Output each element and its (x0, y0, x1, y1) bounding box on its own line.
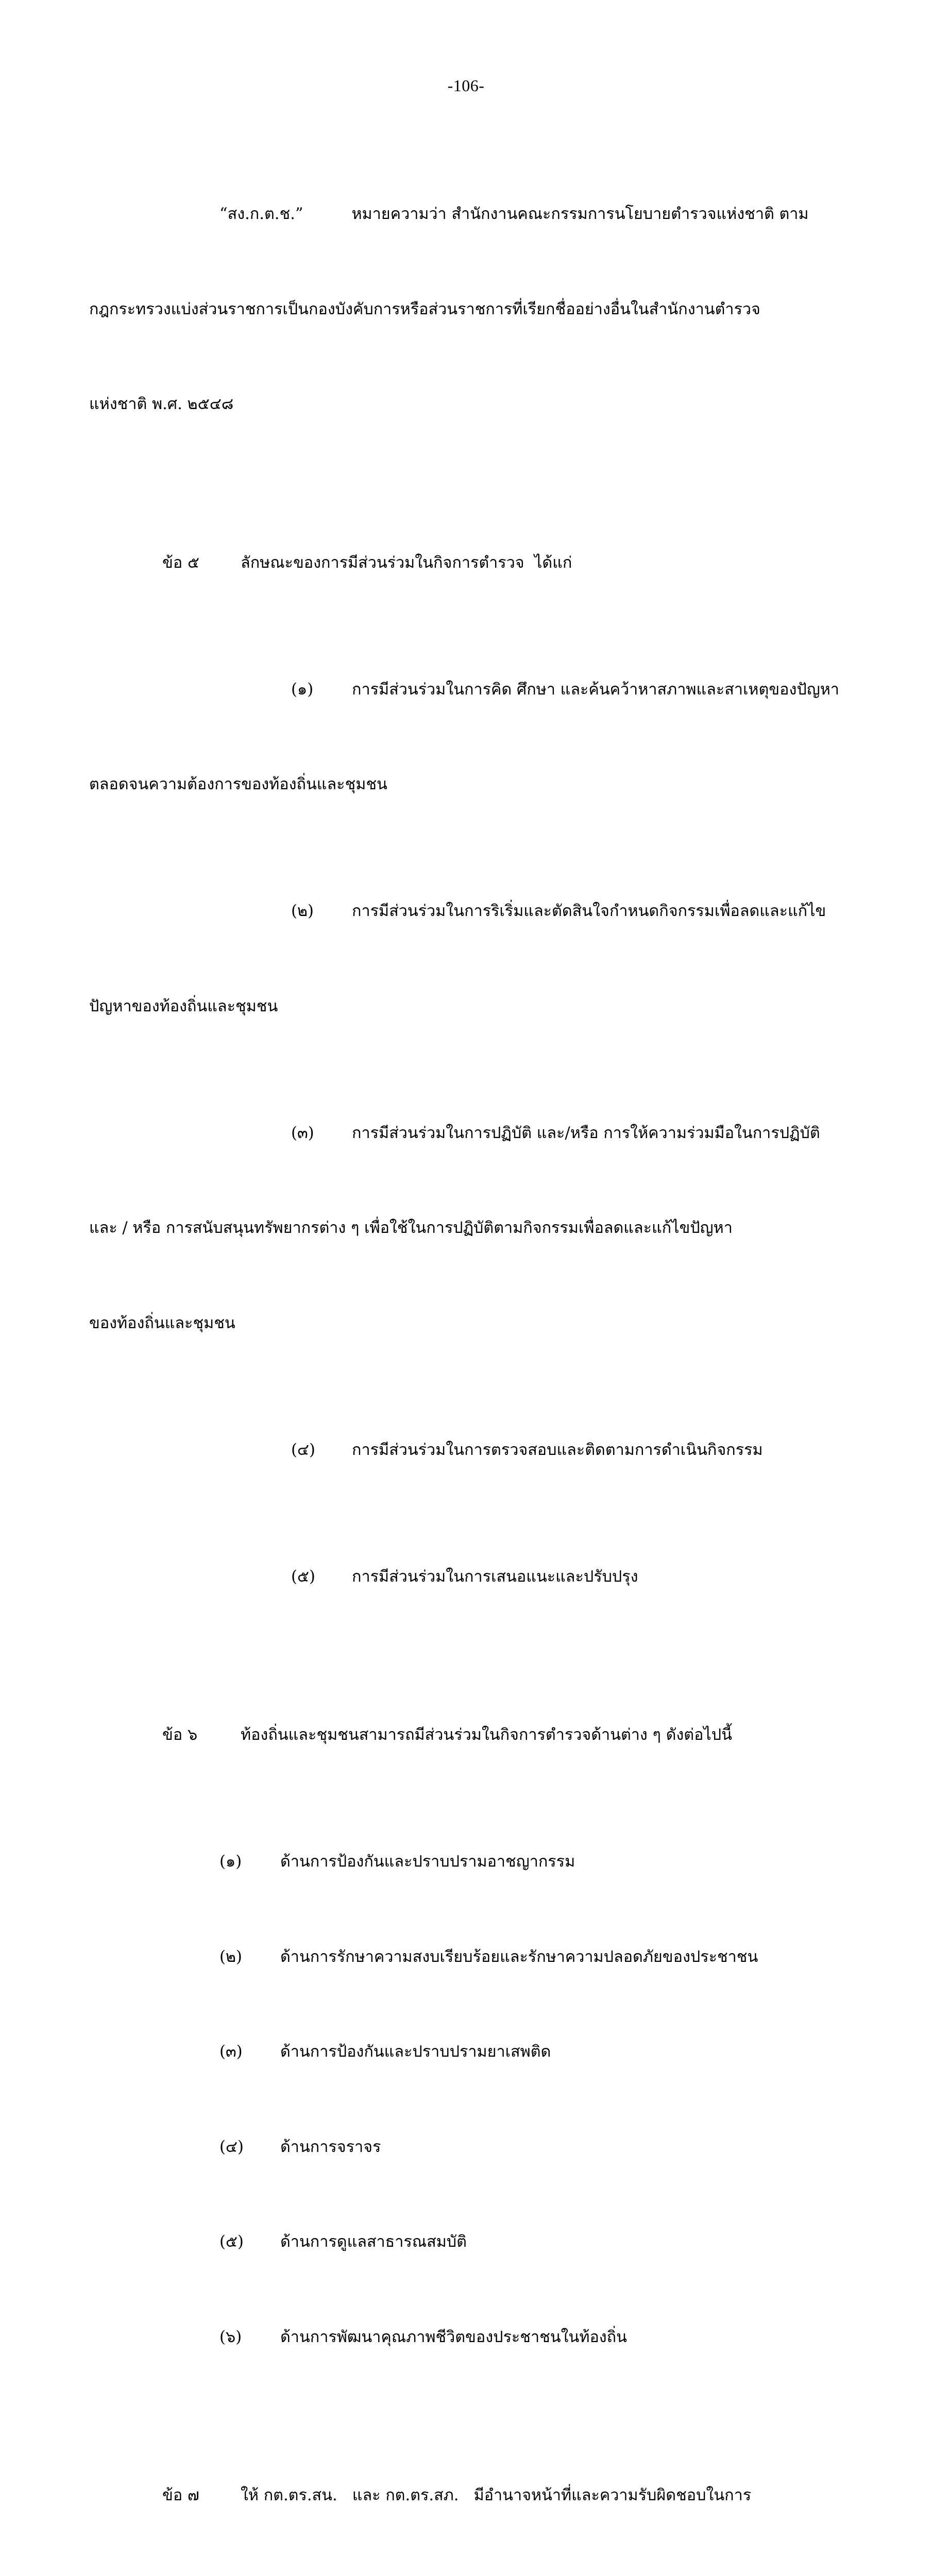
section-6-item-2 (89, 1941, 844, 1973)
section-5-item-3-text-1: การมีส่วนร่วมในการปฏิบัติ และ/หรือ การให้ความร่วมมือในการปฏิบัติ (352, 1124, 820, 1142)
section-6-item-1-text: ด้านการป้องกันและปราบปรามอาชญากรรม (280, 1853, 575, 1871)
section-5-item-5-line-1 (89, 1561, 844, 1593)
section-5-item-1-text-2: ตลอดจนความต้องการของท้องถิ่นและชุมชน (89, 775, 387, 793)
definition-text-1: หมายความว่า สำนักงานคณะกรรมการนโยบายตำรวจแห่งชาติ ตาม (351, 205, 808, 223)
section-6-item-3 (89, 2036, 844, 2068)
section-6-item-4 (89, 2131, 844, 2163)
document-body (89, 135, 844, 2576)
section-7-label: ข้อ ๗ (162, 2480, 218, 2512)
definition-term: “สง.ก.ต.ช.” (219, 205, 303, 223)
section-5-item-2-line-1 (89, 895, 844, 927)
section-5-item-3-number: (๓) (291, 1117, 329, 1149)
section-5-item-1-text-1: การมีส่วนร่วมในการคิด ศึกษา และค้นคว้าหาสภาพและสาเหตุของปัญหา (352, 681, 839, 699)
section-6-item-4-text: ด้านการจราจร (280, 2138, 381, 2156)
section-6-item-5 (89, 2226, 844, 2258)
section-5-heading-text: ลักษณะของการมีส่วนร่วมในกิจการตำรวจ ได้แก่ (241, 554, 572, 572)
section-7 (89, 2416, 844, 2576)
section-6-item-6-text: ด้านการพัฒนาคุณภาพชีวิตของประชาชนในท้องถิ่น (280, 2328, 627, 2346)
section-6-label: ข้อ ๖ (162, 1719, 218, 1751)
section-5-item-1-line-1 (89, 674, 844, 706)
section-6-item-6-number: (๖) (219, 2321, 258, 2353)
section-5-item-2-number: (๒) (291, 895, 329, 927)
definition-text-3: แห่งชาติ พ.ศ. ๒๕๔๘ (89, 395, 233, 413)
section-5-item-4-number: (๔) (291, 1434, 329, 1466)
section-6-item-5-text: ด้านการดูแลสาธารณสมบัติ (280, 2233, 467, 2251)
section-5-item-5-text-1: การมีส่วนร่วมในการเสนอแนะและปรับปรุง (352, 1568, 638, 1586)
section-5-item-4-text-1: การมีส่วนร่วมในการตรวจสอบและติดตามการดำเนินกิจกรรม (352, 1441, 763, 1459)
section-6-item-1-number: (๑) (219, 1846, 258, 1878)
section-5-item-2-text-1: การมีส่วนร่วมในการริเริ่มและตัดสินใจกำหนดกิจกรรมเพื่อลดและแก้ไข (352, 902, 826, 920)
definition-line-2 (89, 294, 844, 326)
definition-paragraph (89, 135, 844, 484)
section-5-label: ข้อ ๕ (162, 547, 218, 579)
section-6-item-2-number: (๒) (219, 1941, 258, 1973)
definition-line-3 (89, 388, 844, 420)
section-5-item-3-text-3: ของท้องถิ่นและชุมชน (89, 1314, 235, 1332)
section-6-item-4-number: (๔) (219, 2131, 258, 2163)
section-5-item-3-line-1 (89, 1117, 844, 1149)
section-5-item-5-number: (๕) (291, 1561, 329, 1593)
section-5-item-3-line-2 (89, 1212, 844, 1244)
section-5-item-1-line-2 (89, 769, 844, 801)
section-6-item-3-text: ด้านการป้องกันและปราบปรามยาเสพติด (280, 2043, 551, 2061)
section-6-item-3-number: (๓) (219, 2036, 258, 2068)
section-6-item-1 (89, 1846, 844, 1878)
definition-text-2: กฎกระทรวงแบ่งส่วนราชการเป็นกองบังคับการหรือส่วนราชการที่เรียกชื่ออย่างอื่นในสำนักงานตำรวจ (89, 300, 760, 318)
section-5-item-3-text-2: และ / หรือ การสนับสนุนทรัพยากรต่าง ๆ เพื่อใช้ในการปฏิบัติตามกิจกรรมเพื่อลดและแก้ไขปัญหา (89, 1219, 733, 1237)
section-6-heading-text: ท้องถิ่นและชุมชนสามารถมีส่วนร่วมในกิจการตำรวจด้านต่าง ๆ ดังต่อไปนี้ (241, 1726, 732, 1744)
section-6 (89, 1656, 844, 2416)
section-6-heading (89, 1719, 844, 1751)
section-5-item-1-number: (๑) (291, 674, 329, 706)
section-5-item-2-line-2 (89, 991, 844, 1023)
page-number: -106- (0, 76, 932, 95)
section-5-heading (89, 547, 844, 579)
section-7-text-1: ให้ กต.ตร.สน. และ กต.ตร.สภ. มีอำนาจหน้าที่และความรับผิดชอบในการ (241, 2486, 751, 2504)
section-5-item-3-line-3 (89, 1308, 844, 1340)
section-5-item-4-line-1 (89, 1434, 844, 1466)
section-7-line-2 (89, 2575, 844, 2576)
section-6-item-2-text: ด้านการรักษาความสงบเรียบร้อยและรักษาความปลอดภัยของประชาชน (280, 1948, 758, 1966)
section-5-item-2-text-2: ปัญหาของท้องถิ่นและชุมชน (89, 997, 278, 1015)
section-5 (89, 484, 844, 1656)
definition-line-1 (89, 198, 844, 230)
section-6-item-6 (89, 2321, 844, 2353)
section-6-item-5-number: (๕) (219, 2226, 258, 2258)
section-7-line-1 (89, 2480, 844, 2512)
